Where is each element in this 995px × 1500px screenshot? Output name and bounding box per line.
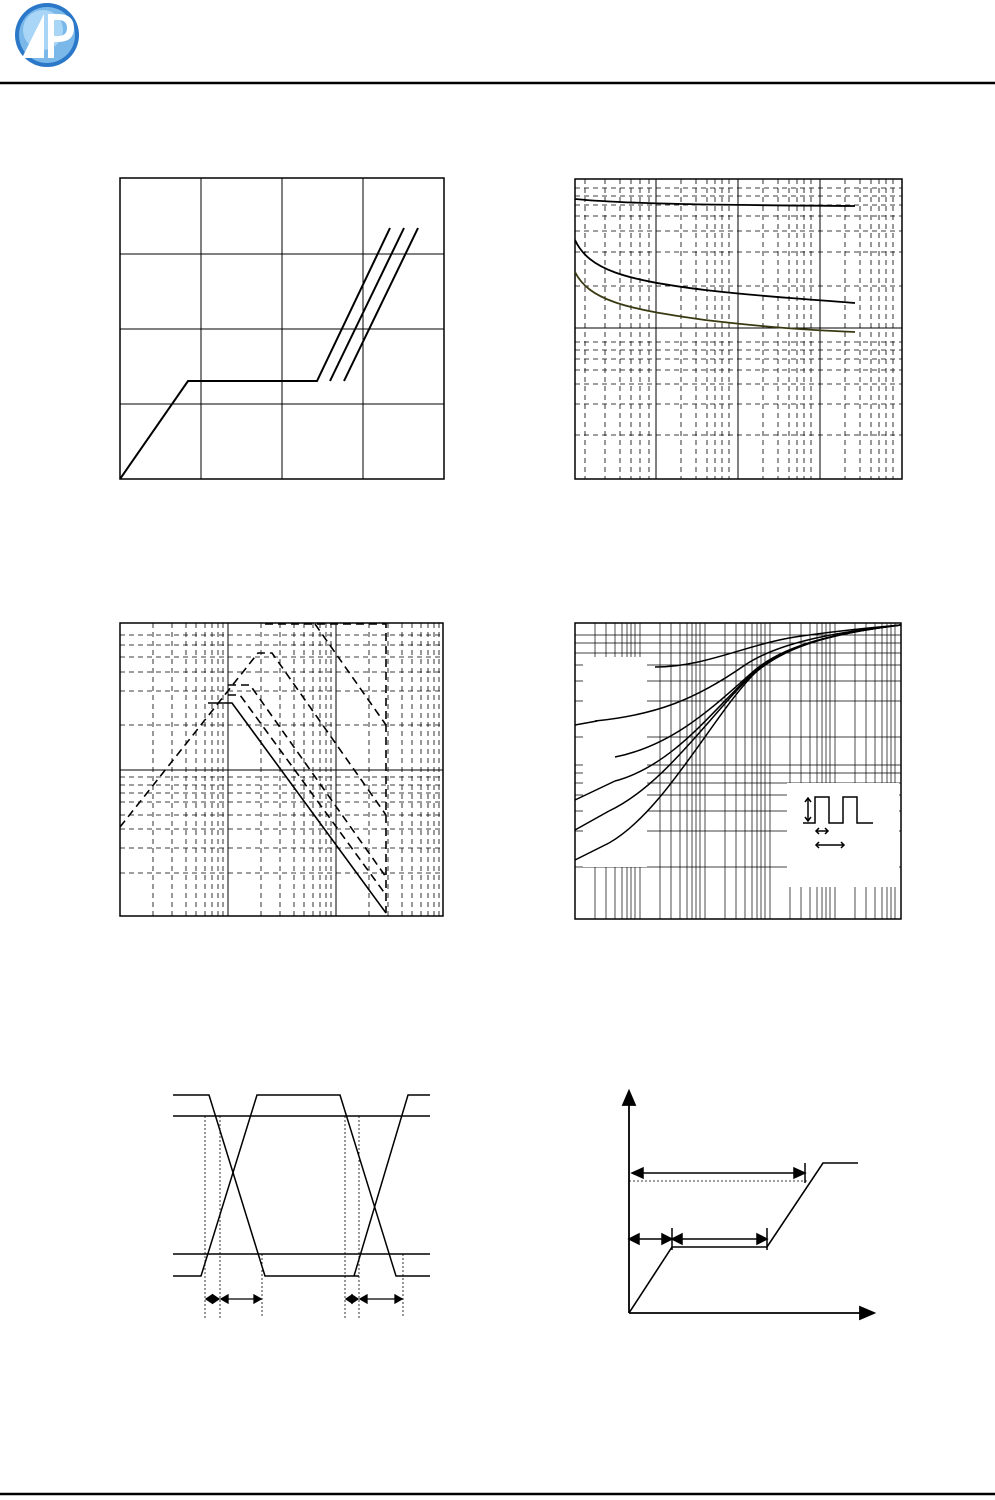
vds-trace [173,1095,430,1276]
soa-limit-dc [208,703,386,913]
footer [0,1488,995,1500]
chart-grid-major [575,179,902,479]
soa-chart [110,615,455,925]
capacitance-chart [565,170,910,490]
ap-logo-icon [15,3,79,67]
thermal-impedance-chart [565,615,910,925]
soa-limit-100us [120,653,386,827]
vgs-trace-2 [354,1095,430,1276]
gate-charge-chart [110,170,455,490]
curve-d005 [615,625,901,781]
charge-arrows [629,1163,805,1250]
timing-guides [205,1116,403,1318]
gate-charge-waveform [610,1085,890,1330]
timing-arrows [206,1295,402,1303]
chart-grid [120,178,444,479]
vgs-trace [173,1095,359,1276]
switching-waveform [165,1080,445,1325]
header [0,0,995,90]
chart-curves [120,624,386,913]
chart-curves [120,228,418,479]
legend-area [583,657,647,867]
soa-limit-10ms [228,695,386,895]
